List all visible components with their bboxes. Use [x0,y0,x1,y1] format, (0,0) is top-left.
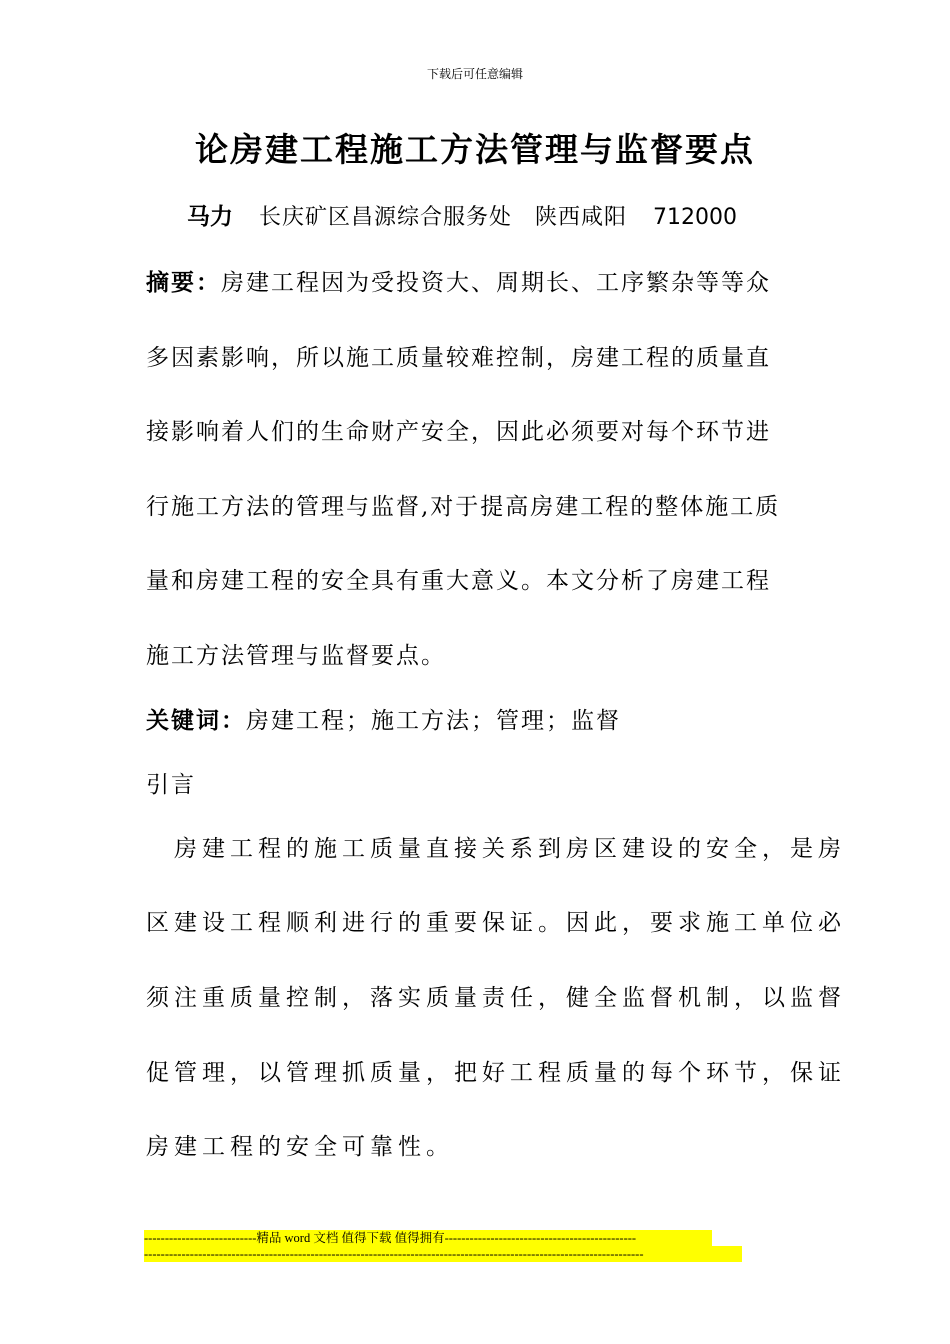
abstract-line-6: 施工方法管理与监督要点。 [146,643,446,669]
author-name: 马力 [187,203,233,230]
abstract-line-4: 行施工方法的管理与监督,对于提高房建工程的整体施工质 [146,494,781,520]
document-title: 论房建工程施工方法管理与监督要点 [195,130,755,169]
footer-banner-line-2: ------------------------------------------------------------------------------------------------------------------------ [144,1246,742,1262]
author-affiliation: 长庆矿区昌源综合服务处 陕西咸阳 [259,205,628,230]
footer-banner-line-1: ---------------------------精品 word 文档 值得下载 值得拥有---------------------------------------------- [144,1230,712,1246]
keywords-label: 关键词： [146,707,246,734]
intro-line-5: 房建工程的安全可靠性。 [146,1134,454,1160]
intro-line-3: 须注重质量控制，落实质量责任，健全监督机制，以监督 [146,985,846,1011]
keywords-text: 房建工程；施工方法；管理；监督 [246,708,621,734]
abstract-label: 摘要： [146,269,221,296]
intro-line-4: 促管理，以管理抓质量，把好工程质量的每个环节，保证 [146,1060,846,1086]
keywords-line [146,701,621,741]
intro-heading: 引言 [146,772,196,798]
intro-line-1: 房建工程的施工质量直接关系到房区建设的安全，是房 [146,836,846,862]
footer-banner [144,1230,742,1262]
abstract-line-2: 多因素影响，所以施工质量较难控制，房建工程的质量直 [146,345,771,371]
abstract-text-1: 房建工程因为受投资大、周期长、工序繁杂等等众 [221,270,771,296]
header-note: 下载后可任意编辑 [426,67,523,81]
author-line [187,199,737,236]
abstract-line-3: 接影响着人们的生命财产安全，因此必须要对每个环节进 [146,419,771,445]
intro-line-2: 区建设工程顺利进行的重要保证。因此，要求施工单位必 [146,910,846,936]
postal-code: 712000 [653,205,737,230]
abstract-line-1 [146,263,771,303]
abstract-line-5: 量和房建工程的安全具有重大意义。本文分析了房建工程 [146,568,771,594]
